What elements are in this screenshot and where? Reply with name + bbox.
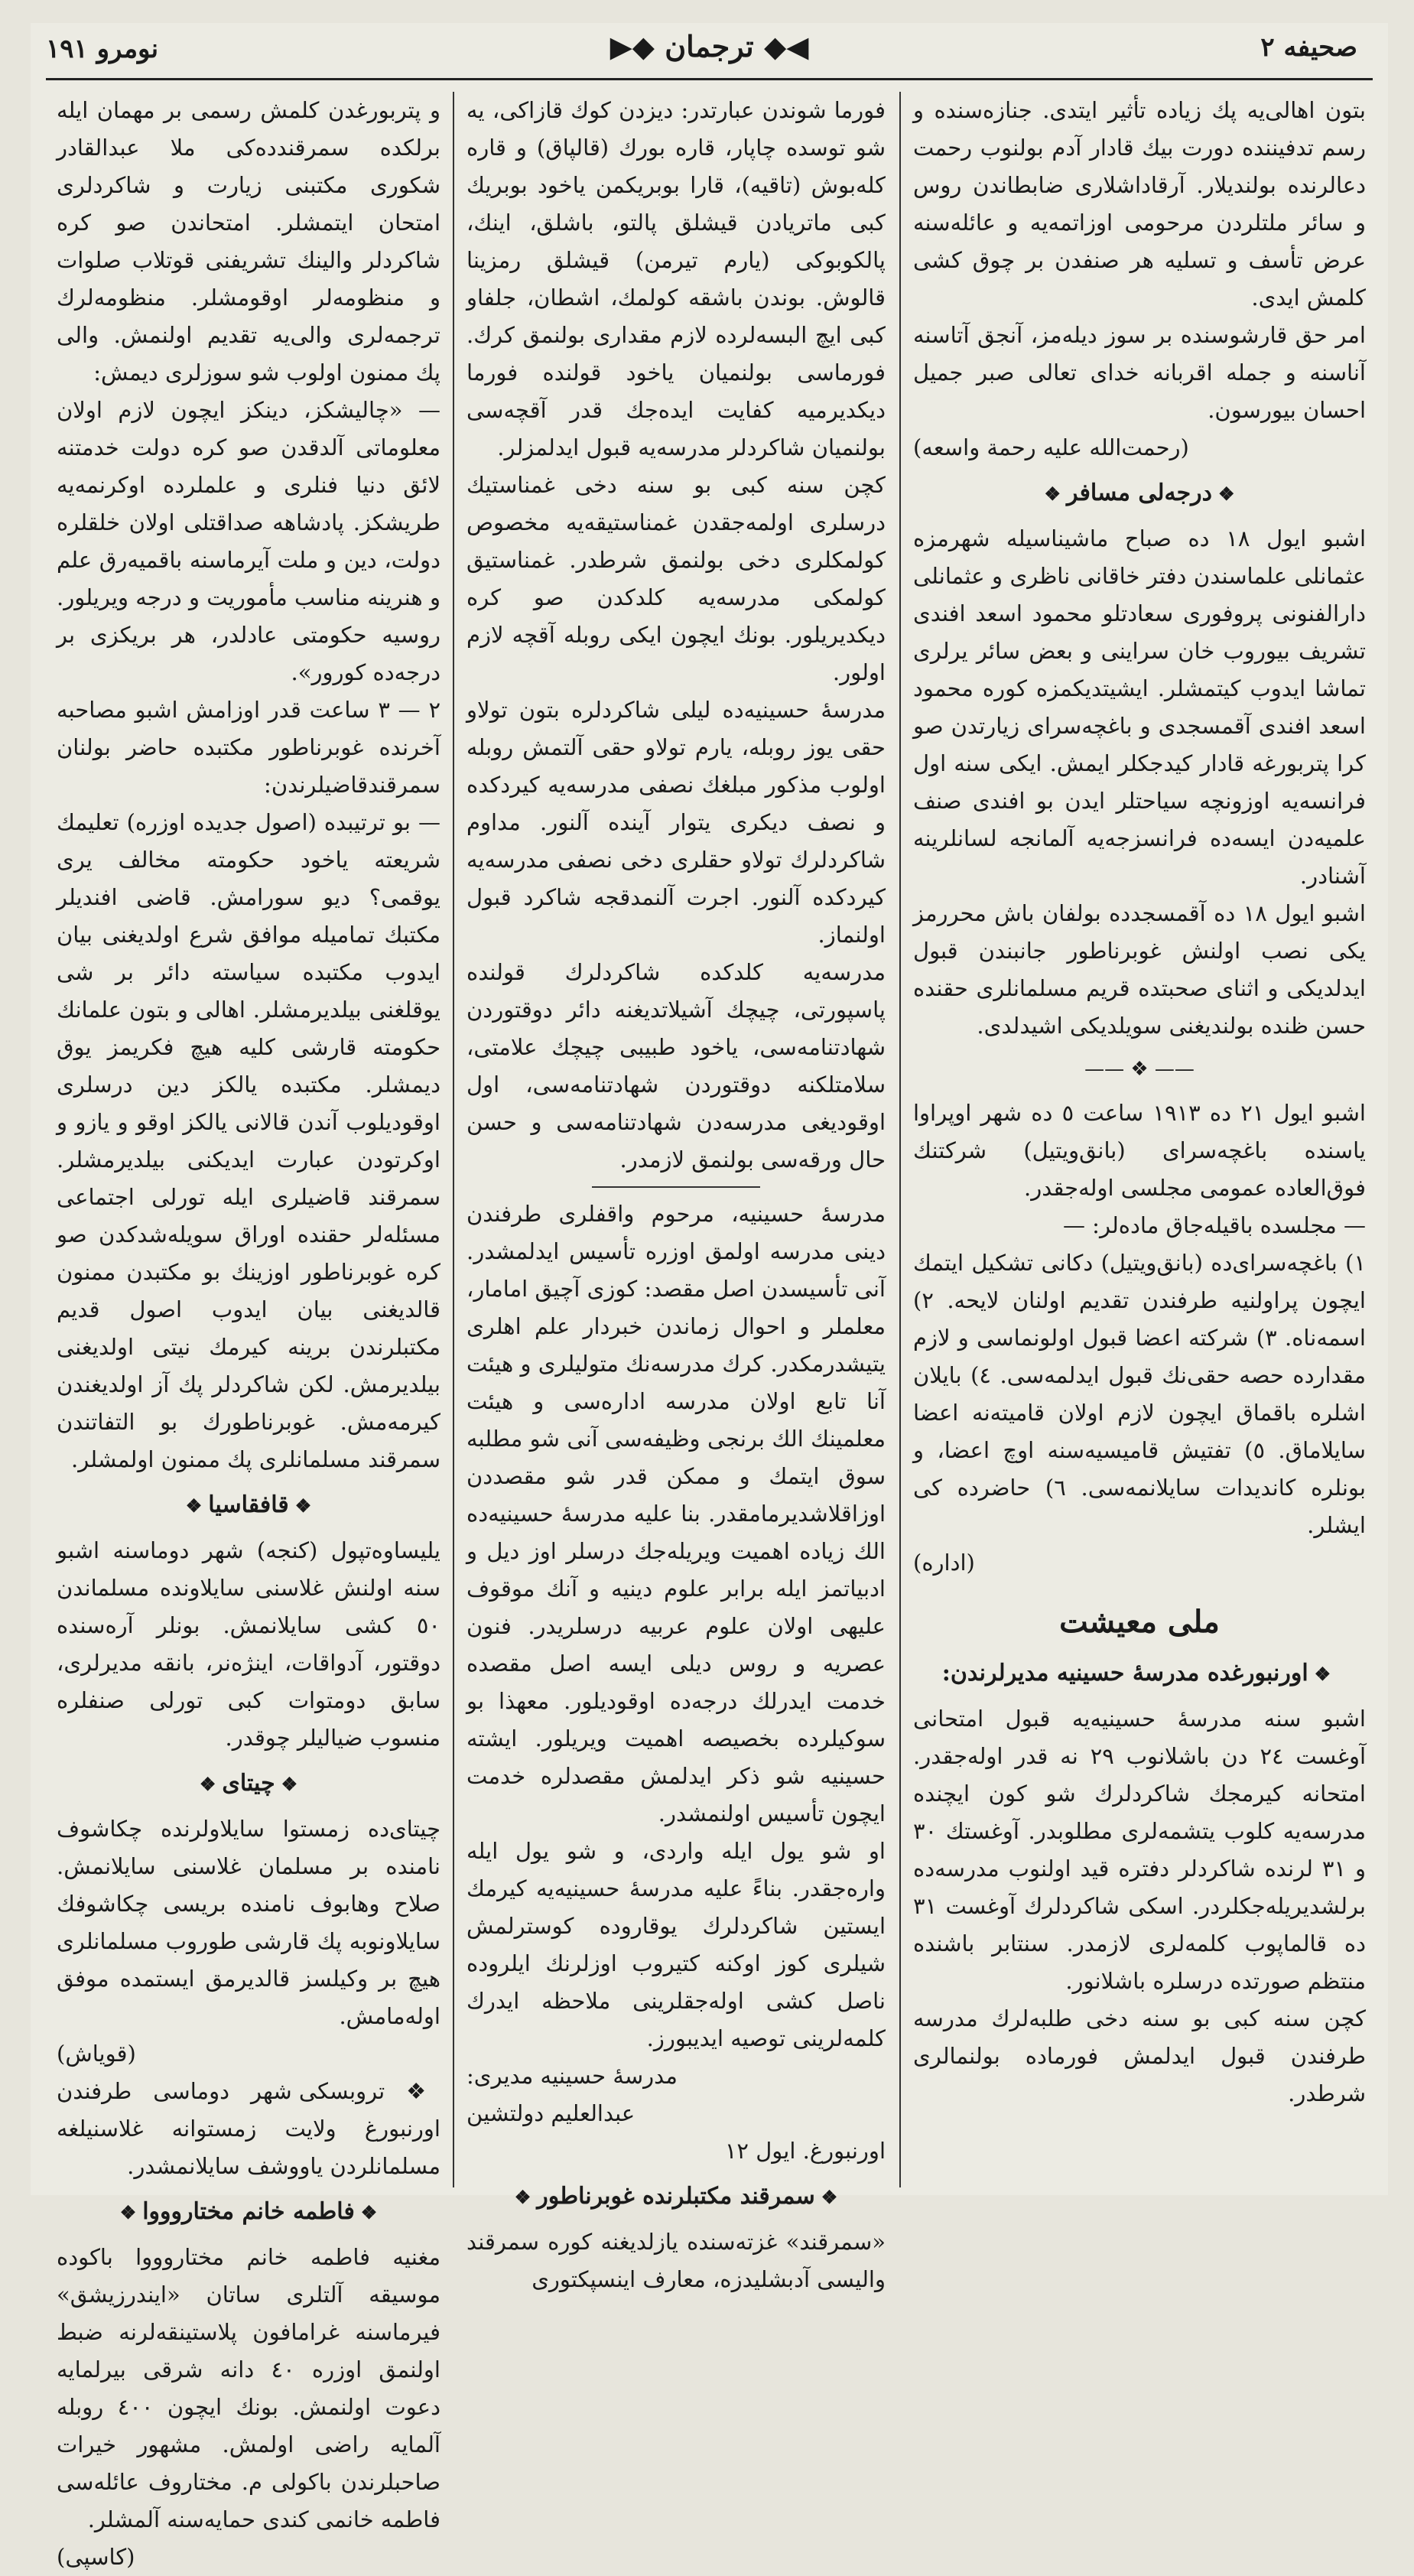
heading-text: فاطمه خانم مختاروووا bbox=[142, 2198, 355, 2225]
issue-number-label: نومرو ١٩١ bbox=[46, 34, 159, 64]
section-heading-traveler bbox=[913, 474, 1366, 512]
article-paragraph: بتون اهالی‌یه پك زیاده تأثیر ایتدی. جنازه‌سنده و رسم تدفیننده دورت بیك قادار آدم بولنوب رحمت دعالرنده بولندیلار. آرقاداشلاری ضابطاندن روس و سائر ملتلردن مرحومی اوزاتمه‌یه و عائله‌سنه عرض تأسف و تسلیه هر صنفدن بر چوق کشی کلمش ایدی. bbox=[913, 97, 1366, 311]
column-left bbox=[46, 92, 451, 2570]
ornament-icon: ❖ bbox=[1314, 1663, 1331, 1685]
column-right bbox=[902, 92, 1377, 2187]
newspaper-title bbox=[31, 29, 1388, 63]
article-paragraph: ٢ — ٣ ساعت قدر اوزامش اشبو مصاحبه آخرنده غوبرناطور مکتبده حاضر بولنان سمرقندقاضیلرندن: bbox=[57, 697, 441, 798]
article-signature: (رحمت‌الله علیه رحمة واسعه) bbox=[913, 434, 1189, 460]
article-paragraph: اشبو سنه مدرسهٔ حسینیه‌یه قبول امتحانی آوغست ٢٤ دن باشلانوب ٢٩ نه قدر اوله‌جقدر. امتحانه کیرمجك شاکردلرك شو کون ایچنده مدرسه‌یه کلوب یتشمه‌لری مطلوبدر. آوغستك ٣٠ و ٣١ لرنده شاکردلر دفتره قید اولنوب مدرسه‌ده برلشدیریله‌جکلردر. اسکی شاکردلرك آوغست ٣١ ده قالماپوب کلمه‌لری لازمدر. سنتابر باشنده منتظم صورتده درسلره باشلانور. bbox=[913, 1706, 1366, 1994]
article-paragraph: کچن سنه کبی بو سنه دخی غمناستیك درسلری اولمه‌جقدن غمناستیقه‌یه مخصوص کولمکلری دخی بولنمق شرطدر. غمناستیق کولمکی مدرسه‌یه کلدکدن صو کره دیکدیریلور. بونك ایچون ایکی روبله آقچه لازم اولور. bbox=[466, 472, 886, 685]
article-paragraph: یلیساوه‌تپول (کنجه) شهر دوماسنه اشبو سنه اولنش غلاسنی سایلاونده مسلماندن ٥٠ کشی سایلانمش. بونلر آره‌سنده دوقتور، آدواقات، اینژه‌نر، بانقه مدیرلری، سابق دومتوات کبی تورلی صنفلره منسوب ضیالیلر چوقدر. bbox=[57, 1537, 440, 1751]
heading-text: اورنبورغده مدرسهٔ حسینیه مدیرلرندن: bbox=[941, 1660, 1308, 1686]
section-heading-caucasus bbox=[57, 1486, 440, 1524]
heading-text: درجه‌لی مسافر bbox=[1067, 480, 1212, 506]
ornament-icon: ❖ bbox=[119, 2201, 137, 2223]
article-paragraph: مغنیه فاطمه خانم مختاروووا باکوده موسیقه آلتلری ساتان «ایندرزیشق» فیرماسنه غرامافون پلاستینقه‌لرنه ضبط اولنمق اوزره ٤٠ دانه شرقی بیرلمایه دعوت اولنمش. بونك ایچون ٤٠٠ روبله آلمایه راضی اولمش. مشهور خیرات صاحبلرندن باکولی م. مختاروف عائله‌سی فاطمه خانمی کندی حمایه‌سنه آلمشلر. bbox=[57, 2244, 441, 2532]
article-paragraph: اشبو ایول ٢١ ده ١٩١٣ ساعت ٥ ده شهر اوپراوا یاسنده باغچه‌سرای (بانق‌ویتیل) شرکتنك فوق‌العاده عمومی مجلسی اوله‌جقدر. bbox=[913, 1100, 1366, 1201]
section-heading-national-economy: ملی معیشت bbox=[1059, 1604, 1220, 1640]
article-paragraph: فورما شوندن عبارتدر: دیزدن کوك قازاکی، یه شو توسده چاپار، قاره بورك (قالپاق) و قاره کله‌بوش (تاقیه)، قارا بوبریکمن یاخود بوبریك کبی ماتریادن قیشلق پالتو، باشلق، اینك، پالکوبوکی (یارم تیرمن) قیشلق رمزینا قالوش. بوندن باشقه کولمك، اشطان، جلفاو کبی ایچ البسه‌لرده لازم مقداری بولنمق کرك. فورماسی بولنمیان یاخود قولنده فورما دیکدیرمیه کفایت ایده‌جك قدر آقچه‌سی بولنمیان شاکردلر مدرسه‌یه قبول ایدلمزلر. bbox=[466, 97, 886, 460]
ornament-icon: ◆▶ bbox=[609, 29, 655, 63]
ornament-icon: ◀◆ bbox=[763, 29, 809, 63]
column-middle bbox=[456, 92, 896, 2292]
newspaper-page bbox=[31, 23, 1388, 2570]
ornament-divider-icon: —— ❖ —— bbox=[1084, 1058, 1195, 1081]
dateline: اورنبورغ. ایول ١٢ bbox=[724, 2138, 886, 2164]
article-paragraph: کچن سنه کبی بو سنه دخی طلبه‌لرك مدرسه طرفندن قبول ایدلمش فورماده بولنمالری شرطدر. bbox=[913, 2005, 1366, 2106]
article-paragraph: — بو ترتیبده (اصول جدیده اوزره) تعلیمك شریعته یاخود حکومته مخالف یری یوقمی؟ دیو سورامش. قاضی افندیلر مکتبك تمامیله موافق شرع اولدیغنی بیان ایدوب مکتبده سیاسته دائر بر شی یوقلغنی بیلدیرمشلر. اهالی و بتون علمانك حکومته قارشی کلیه هیچ فکریمز یوق دیمشلر. مکتبده یالکز دین درسلری اوقودیلوب آندن قالانی یالکز اوقو و یازو و اوکرتودن عبارت ایدیکنی بیلدیرمشلر. سمرقند قاضیلری ایله تورلی اجتماعی مسئله‌لر حقنده اوراق سویله‌شدکدن صو کره غوبرناطور اوزینك بو مکتبدن ممنون قالدیغنی بیان ایدوب اصول قدیم مکتبلرندن برینه کیرمك نیتی اولدیغنی بیلدیرمش. لکن شاکردلر پك آز اولدیغندن کیرمه‌مش. غوبرناطورك بو التفاتندن سمرقند مسلمانلری پك ممنون اولمشلر. bbox=[57, 809, 440, 1472]
ornament-icon: ❖ bbox=[1217, 483, 1235, 505]
section-heading-samarkand bbox=[466, 2178, 886, 2216]
signature-title: مدرسهٔ حسینیه مدیری: bbox=[466, 2063, 678, 2089]
section-heading-fatima bbox=[57, 2193, 440, 2231]
article-paragraph: او شو یول ایله واردی، و شو یول ایله واره‌جقدر. بناءً علیه مدرسهٔ حسینیه‌یه کیرمك ایستین شاکردلرك یوقاروده کوسترلمش شیلری کوز اوکنه کتیروب اوزلرنك ایلروده ناصل کشی اوله‌جقلرینی ملاحظه ایدرك کلمه‌لرینی توصیه ایدیبورز. bbox=[466, 1838, 886, 2051]
heading-text: سمرقند مکتبلرنده غوبرناطور bbox=[537, 2183, 815, 2210]
heading-text: چیتای bbox=[222, 1770, 275, 1797]
article-signature: (اداره) bbox=[913, 1550, 975, 1576]
section-divider bbox=[592, 1186, 759, 1188]
masthead bbox=[31, 23, 1388, 76]
ornament-icon: ❖ bbox=[360, 2201, 378, 2223]
ornament-icon: ❖ bbox=[385, 2078, 440, 2104]
article-paragraph: مدرسه‌یه کلدکده شاکردلرك قولنده پاسپورتی، چیچك آشیلاتدیغنه دائر دوقتوردن شهادتنامه‌سی، یاخود طبیبی چیچك علامتی، سلامتلکنه دوقتوردن شهادتنامه‌سی، اول اوقودیغی مدرسه‌دن شهادتنامه‌سی و حسن حال ورقه‌سی بولنمق لازمدر. bbox=[466, 959, 886, 1173]
article-paragraph: اشبو ایول ١٨ ده صباح ماشینا‌سیله شهرمزه عثمانلی علماسندن دفتر خاقانی ناظری و عثمانلی دارالفنونی پروفوری سعادتلو محمود اسعد افندی تشریف بیوروب خان سراینی و بعض سائر یرلری تماشا ایدوب کیتمشلر. ایشیتدیکمزه کوره محمود اسعد افندی آقمسجدی و باغچه‌سرای زیارتدن صو کرا پتربورغه قادار کیدجکلر ایمش. ایکی سنه اول فرانسه‌یه اوزونچه سیاحتلر ایدن بو افندی صنف علمیه‌دن ایسه‌ده فرانسزجه‌یه آلمانجه لسانلرینه آشنادر. bbox=[913, 525, 1366, 889]
ornament-icon: ❖ bbox=[185, 1495, 203, 1517]
article-signature: (قویاش) bbox=[57, 2041, 136, 2067]
article-paragraph: «سمرقند» غزته‌سنده یازلدیغنه کوره سمرقند والیسی آدبشلیدزه، معارف اینسپکتوری bbox=[466, 2229, 886, 2292]
signature-name: عبدالعلیم دولتشین bbox=[466, 2100, 635, 2126]
column-divider bbox=[453, 92, 454, 2187]
article-paragraph: — مجلسده باقیله‌جاق ماده‌لر: — bbox=[1062, 1212, 1366, 1238]
ornament-icon: ❖ bbox=[199, 1773, 216, 1795]
article-paragraph: ١) باغچه‌سرای‌ده (بانق‌ویتیل) دكانی تشکیل ایتمك ایچون پراولنیه طرفندن تقدیم اولنان لایحه. ٢) اسمه‌ناه. ٣) شرکته اعضا قبول اولونماسی و لازم مقدارده حصه حقی‌نك قبول ایدلمه‌سی. ٤) بایلان اشلره باقماق ایچون لازم اولان قامیته‌نه اعضا سایلاماق. ٥) تفتیش قامیسیه‌سنه اوچ اعضا، و بونلره کاندیدات سایلانمه‌سی. ٦) حاضرده کی ایشلر. bbox=[913, 1250, 1366, 1538]
heading-text: قافقاسیا bbox=[208, 1491, 289, 1518]
article-paragraph: چیتای‌ده زمستوا سایلاولرنده چکاشوف نامنده بر مسلمان غلاسنی سایلانمش. صلاح وهابوف نامنده بریسی چکاشوفك سایلاونوبه پك قارشی طوروب مسلمانلری هیچ بر وکیلسز قالدیرمق ایستمده موفق اوله‌مامش. bbox=[57, 1816, 440, 2029]
article-paragraph: اشبو ایول ١٨ ده آقمسجدده بولفان باش محررمز یکی نصب اولنش غوبرناطور جانبندن قبول ایدلدیکی و اثنای صحبتده قریم مسلمانلری حقنده حسن ظنده بولندیغنی سویلدیکی اشیدلدی. bbox=[913, 900, 1366, 1039]
column-divider bbox=[899, 92, 901, 2187]
ornament-icon: ❖ bbox=[294, 1495, 312, 1517]
ornament-icon: ❖ bbox=[1044, 483, 1061, 505]
ornament-icon: ❖ bbox=[821, 2186, 838, 2208]
article-signature: (کاسپی) bbox=[57, 2544, 135, 2570]
page-number-label: صحیفه ٢ bbox=[1260, 32, 1357, 63]
section-heading-chita bbox=[57, 1764, 440, 1803]
ornament-icon: ❖ bbox=[514, 2186, 531, 2208]
masthead-rule bbox=[46, 78, 1373, 80]
section-heading-orenburg bbox=[913, 1654, 1366, 1693]
ornament-icon: ❖ bbox=[281, 1773, 298, 1795]
article-text: تروبسکی شهر دوماسی طرفندن اورنبورغ ولایت زمستوانه غلاسنیلغه مسلمانلردن یاووشف سایلانمشدر. bbox=[57, 2078, 440, 2179]
newspaper-title-text: ترجمان bbox=[665, 29, 754, 63]
article-paragraph: و پتربورغدن کلمش رسمی بر مهمان ایله برلکده سمرقندده‌کی ملا عبدالقادر شکوری مکتبنی زیارت و شاکردلری امتحان ایتمشلر. امتحاندن صو کره شاکردلر والینك تشریفنی قوتلاب صلوات و منظومه‌لر اوقومشلر. منظومه‌لرك ترجمه‌لری والی‌یه تقدیم اولنمش. والی پك ممنون اولوب شو سوزلری دیمش: bbox=[57, 97, 440, 385]
article-paragraph: مدرسهٔ حسینیه، مرحوم واقفلری طرفندن دینی مدرسه اولمق اوزره تأسیس ایدلمشدر. آنی تأسیسدن اصل مقصد: کوزی آچیق امامار، معلملر و احوال زماندن خبردار علم اهلری یتیشدرمکدر. کرك مدرسه‌نك متولیلری و هیئت آنا تابع اولان مدرسه اداره‌سی و هیئت معلمینك الك برنجی وظیفه‌سی آنی شو مطلبه سوق ایتمك و ممکن قدر شو مقصددن اوزاقلاشدیرمامقدر. بنا علیه مدرسهٔ حسینیه‌ده الك زیاده اهمیت ویریله‌جك درسلر اوز دیل و ادبیاتمز ایله برابر علوم دینیه و آنك موقوف علیهی اولان علوم عربیه درسلریدر. فنون عصریه و روس دیلی ایسه اصل مقصده خدمت ایدرلك درجه‌ده اوقودیلور. معهذا بو سوکیلرده بخصیصه اهمیت ویریلور. ایشته حسینیه شو ذکر ایدلمش مقصدلره خدمت ایچون تأسیس اولنمشدر. bbox=[466, 1201, 886, 1826]
article-paragraph: مدرسهٔ حسینیه‌ده لیلی شاکردلره بتون تولاو حقی یوز روبله، یارم تولاو حقی آلتمش روبله اولوب مذکور مبلغك نصفی مدرسه‌یه کیردکده و نصف دیکری یتوار آینده آلنور. مداوم شاکردلرك تولاو حقلری دخی نصفی مدرسه‌یه کیردکده آلنور. اجرت آلنمدقجه شاکرد قبول اولنماز. bbox=[466, 697, 886, 948]
article-paragraph bbox=[57, 2073, 440, 2185]
article-paragraph: — «چالیشکز، دینکز ایچون لازم اولان معلوماتی آلدقدن صو کره دولت خدمتنه لائق دنیا فنلری و علملرده اوکرنمه‌یه طریشکز. پادشاهه صداقتلی اولان خلقلره دولت، دین و ملت آیرماسنه باقمیه‌رق علم و هنرینه مناسب مأموریت و درجه ویریلور. روسیه حکومتی عادلدر، هر بریکزی بر درجه‌ده کورور». bbox=[57, 397, 440, 685]
article-paragraph: امر حق قارشوسنده بر سوز دیله‌مز، آنجق آتاسنه آناسنه و جمله اقربانه خدای تعالی صبر جمیل احسان بیورسون. bbox=[913, 322, 1366, 423]
